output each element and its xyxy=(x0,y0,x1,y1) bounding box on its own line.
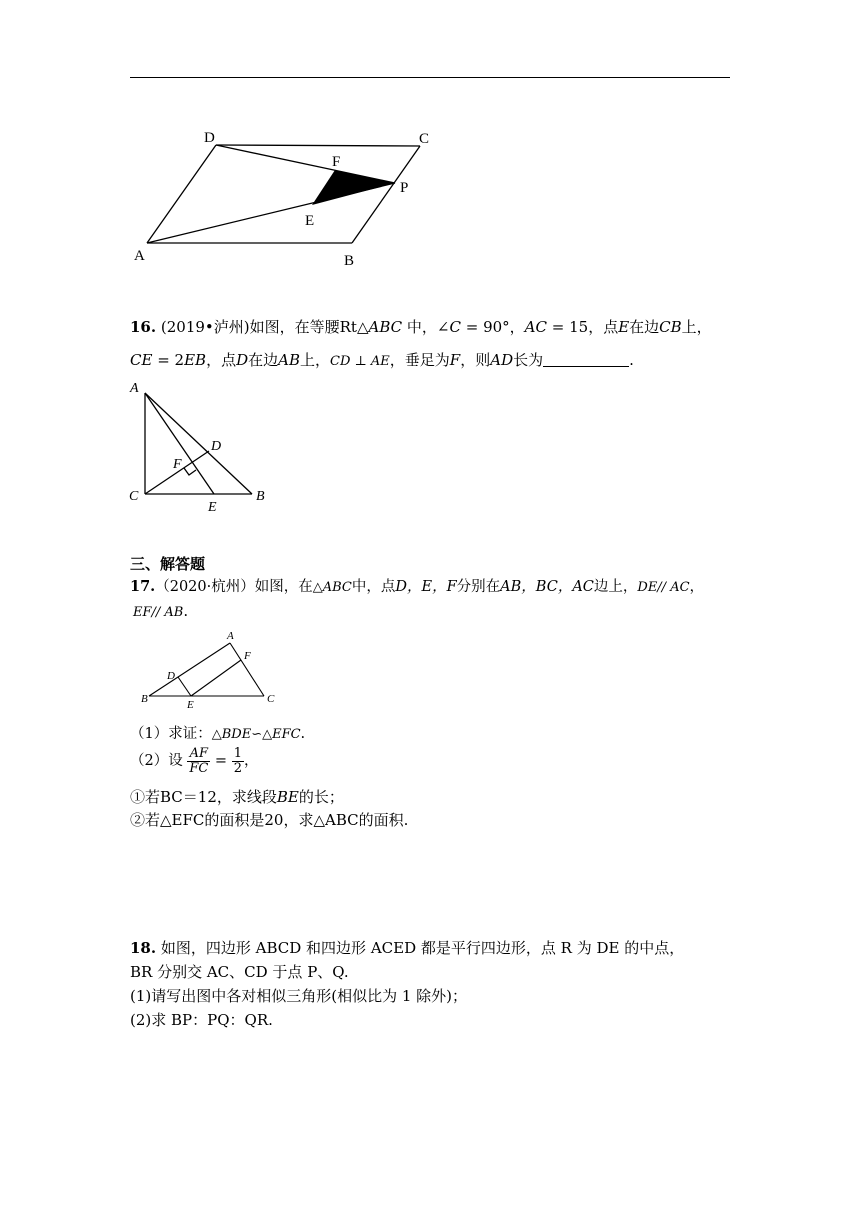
q17-line-2: EF// AB. xyxy=(133,602,189,620)
question-number: 18. xyxy=(130,939,157,957)
label-f: F xyxy=(173,457,182,472)
q17-part-1: （1）求证：△BDE∽△EFC. xyxy=(130,726,306,742)
label-f: F xyxy=(332,154,341,170)
side-ab xyxy=(145,393,252,494)
answer-blank xyxy=(543,352,629,367)
edge-cb xyxy=(352,146,420,243)
q17-line-1: 17.（2020·杭州）如图，在△ABC中，点D，E，F分别在AB，BC，AC边上，DE// AC， xyxy=(130,578,705,595)
triangle-abc-figure xyxy=(138,628,288,714)
question-number: 17. xyxy=(130,578,156,595)
right-angle-mark xyxy=(184,468,196,475)
q18-line-2: BR 分别交 AC、CD 于点 P、Q. xyxy=(130,963,349,981)
segment-ef xyxy=(191,660,241,696)
q17-sub-2: ②若△EFC的面积是20，求△ABC的面积. xyxy=(130,811,409,829)
label-d: D xyxy=(211,439,222,454)
q18-line-3: (1)请写出图中各对相似三角形(相似比为 1 除外)； xyxy=(130,987,468,1005)
side-ba xyxy=(149,643,230,696)
label-b: B xyxy=(344,253,355,269)
segment-de xyxy=(178,677,191,696)
label-b: B xyxy=(141,693,148,705)
q16-line-2: CE = 2EB，点D在边AB上，CD ⊥ AE，垂足为F，则AD长为 . xyxy=(130,351,634,369)
q18-line-4: (2)求 BP：PQ：QR. xyxy=(130,1011,273,1029)
q16-line-1: 16. (2019•泸州)如图，在等腰Rt△ABC 中，∠C = 90°，AC = 15，点E在边CB上， xyxy=(130,318,712,336)
header-rule xyxy=(130,77,730,78)
label-d: D xyxy=(204,130,215,146)
q17-part-2: （2）设 $\frac{AF}{FC}$ = $\frac{1}{2}$ ， xyxy=(130,745,259,776)
label-c: C xyxy=(267,693,275,705)
edge-dc xyxy=(216,145,420,146)
label-c: C xyxy=(419,131,430,147)
label-a: A xyxy=(227,630,234,642)
label-e: E xyxy=(208,500,217,515)
label-p: P xyxy=(400,180,409,196)
segment-ae xyxy=(145,393,214,494)
fraction-af-fc: $\frac{AF}{FC}$ xyxy=(189,745,209,776)
section-title: 三、解答题 xyxy=(130,555,206,573)
label-b: B xyxy=(256,489,265,504)
question-number: 16. xyxy=(130,318,157,336)
label-a: A xyxy=(130,381,139,396)
fraction-one-half: $\frac{1}{2}$ xyxy=(233,745,242,776)
label-e: E xyxy=(187,699,194,711)
label-c: C xyxy=(129,489,139,504)
right-triangle-figure xyxy=(125,378,275,518)
q17-sub-1: ①若BC＝12，求线段BE的长； xyxy=(130,788,344,806)
label-a: A xyxy=(134,248,145,264)
parallelogram-figure xyxy=(128,125,438,270)
label-e: E xyxy=(305,213,315,229)
label-f: F xyxy=(244,650,251,662)
label-d: D xyxy=(167,670,175,682)
q18-line-1: 18. 如图，四边形 ABCD 和四边形 ACED 都是平行四边形，点 R 为 DE 的中点， xyxy=(130,939,685,957)
